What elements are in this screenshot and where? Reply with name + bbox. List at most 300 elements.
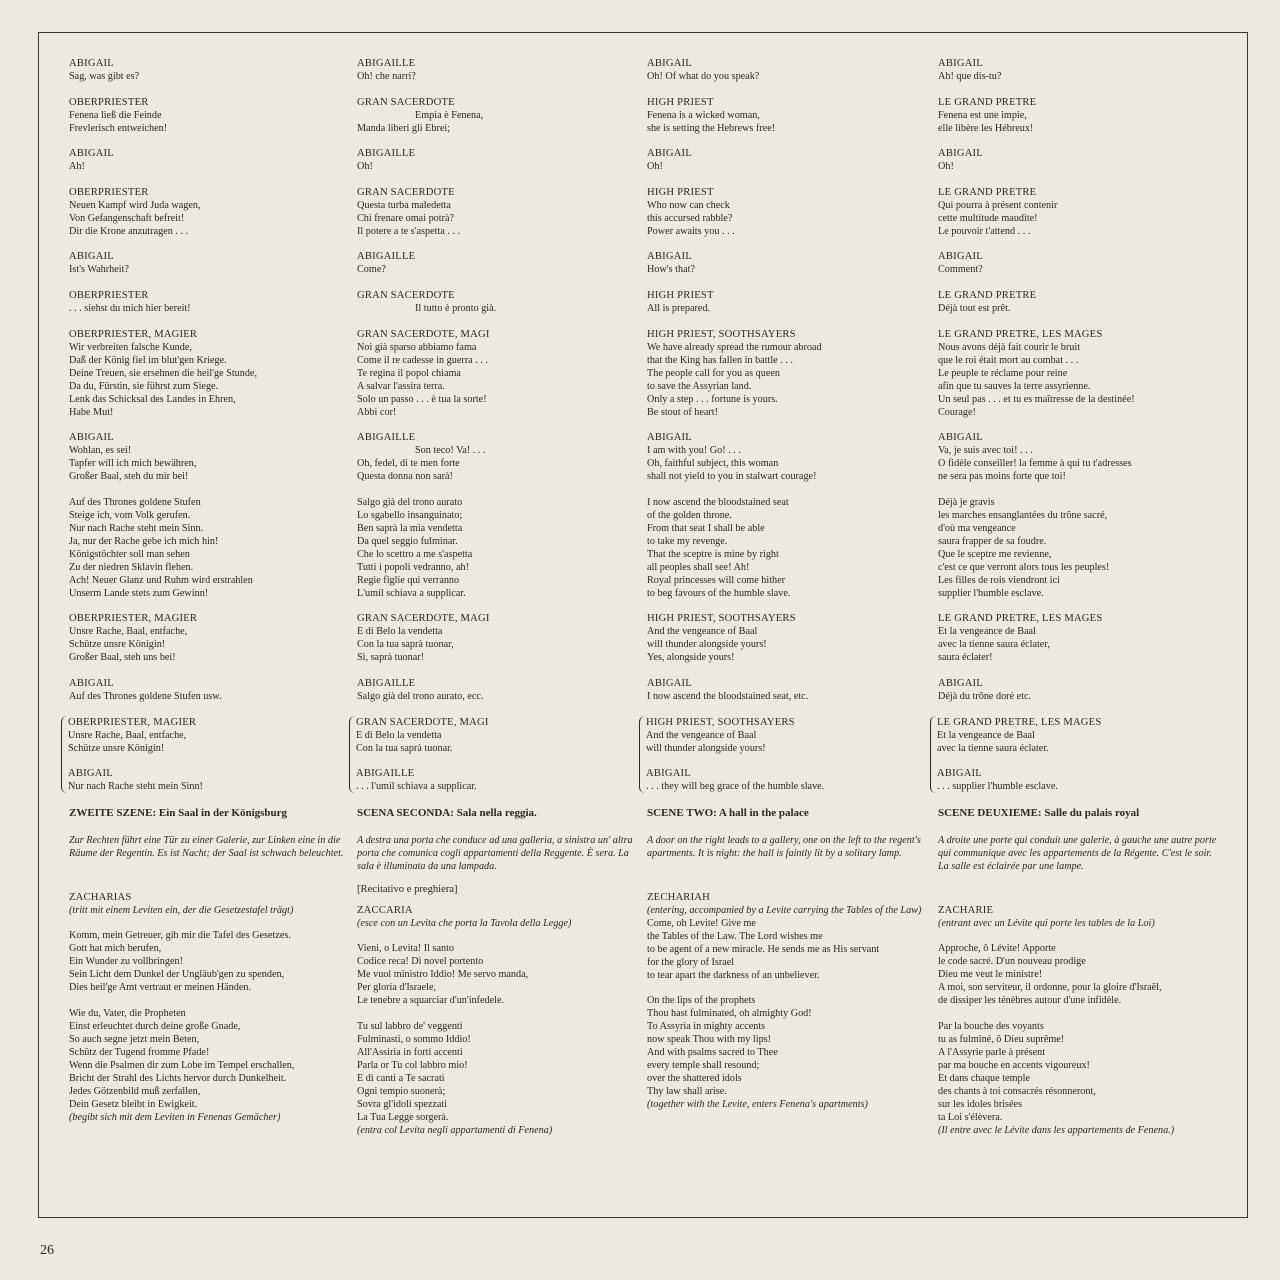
dialogue-block [938, 1020, 1220, 1137]
verse-line: Tutti i popoli vedranno, ah! [357, 561, 469, 573]
speaker-name: LE GRAND PRETRE, LES MAGES [937, 716, 1102, 728]
speaker-name: ABIGAIL [647, 148, 692, 160]
dialogue-block [647, 57, 929, 83]
scene-description: A door on the right leads to a gallery, one on the left to the regent's apartments. It is night: the hall is faintly lit by a solitary lamp. [647, 834, 921, 859]
speaker-name: ABIGAILLE [357, 677, 416, 689]
verse-line: all peoples shall see! Ah! [647, 561, 750, 573]
verse-line: that the King has fallen in battle . . . [647, 354, 793, 366]
verse-line: Unsre Rache, Baal, entfache, [69, 626, 188, 638]
speaker-name: ABIGAIL [69, 58, 114, 69]
verse-line: So auch segne jetzt mein Beten, [69, 1033, 200, 1045]
verse-line: Oh! che narri? [357, 71, 416, 82]
verse-line: Chi frenare omai potrà? [357, 212, 455, 224]
verse-line: Empia è Fenena, [415, 109, 484, 121]
verse-line: she is setting the Hebrews free! [647, 122, 776, 134]
dialogue-block [647, 677, 929, 703]
speaker-name: ABIGAILLE [357, 58, 416, 69]
dialogue-block [357, 942, 639, 1007]
verse-line: Déjà du trône doré etc. [938, 690, 1032, 702]
dialogue-block [647, 994, 929, 1111]
verse-line: Daß der König fiel im blut'gen Kriege. [69, 354, 227, 366]
scene-heading: SCENE TWO: A hall in the palace [647, 806, 809, 819]
libretto-column-german [69, 57, 351, 1136]
dialogue-block [938, 677, 1220, 703]
verse-line: ta Loi s'élèvera. [938, 1111, 1003, 1123]
recitative-spacer [938, 883, 1220, 896]
libretto-column-french [938, 57, 1220, 1149]
stage-direction: (tritt mit einem Leviten ein, der die Gesetzestafel trägt) [69, 904, 294, 916]
dialogue-block [647, 612, 929, 664]
speaker-name: GRAN SACERDOTE, MAGI [356, 716, 489, 728]
verse-line: And with psalms sacred to Thee [647, 1047, 778, 1059]
speaker-name: LE GRAND PRETRE [938, 289, 1037, 301]
verse-line: Fenena est une impie, [938, 109, 1027, 121]
verse-line: the Tables of the Law. The Lord wishes me [647, 930, 823, 942]
verse-line: Che lo scettro a me s'aspetta [357, 548, 473, 560]
verse-line: Steige ich, vom Volk gerufen. [69, 509, 191, 521]
verse-line: Regie figlie qui verranno [357, 574, 460, 586]
dialogue-block [937, 716, 1220, 755]
verse-line: Royal princesses will come hither [647, 574, 786, 586]
verse-line: le code sacré. D'un nouveau prodige [938, 956, 1086, 968]
verse-line: Codice reca! Di novel portento [357, 956, 484, 968]
ensemble-bracket [349, 716, 639, 793]
page-number: 26 [40, 1243, 54, 1258]
dialogue-block [938, 431, 1220, 483]
verse-line: Ja, nur der Rache gebe ich mich hin! [69, 535, 219, 547]
verse-line: to beg favours of the humble slave. [647, 587, 791, 599]
verse-line: Qui pourra à présent contenir [938, 199, 1058, 211]
verse-line: par ma bouche en accents vigoureux! [938, 1059, 1090, 1071]
verse-line: We have already spread the rumour abroad [647, 341, 822, 353]
verse-line: Oh! Of what do you speak? [647, 71, 760, 82]
verse-line: Le pouvoir t'attend . . . [938, 225, 1031, 237]
scene-description: A destra una porta che conduce ad una galleria, a sinistra un' altra porta che comunica cogli appartamenti della Reggente. È sera. La sala è illuminata da una lampada. [357, 834, 633, 872]
verse-line: Sì, saprà tuonar! [357, 652, 425, 664]
verse-line: Zu der niedren Sklavin flehen. [69, 561, 194, 573]
verse-line: Approche, ô Lévite! Apporte [938, 943, 1056, 955]
verse-line: Ach! Neuer Glanz und Ruhm wird erstrahlen [69, 574, 253, 586]
verse-line: Que le sceptre me revienne, [938, 548, 1052, 560]
verse-line: Et dans chaque temple [938, 1072, 1030, 1084]
speaker-name: HIGH PRIEST, SOOTHSAYERS [647, 328, 796, 340]
scene-heading: ZWEITE SZENE: Ein Saal in der Königsburg [69, 806, 288, 819]
dialogue-block [69, 891, 351, 917]
dialogue-block [69, 496, 351, 600]
stage-direction: (esce con un Levita che porta la Tavola della Legge) [357, 917, 572, 929]
verse-line: c'est ce que verront alors tous les peuples! [938, 561, 1110, 573]
verse-line: afin que tu sauves la terre assyrienne. [938, 380, 1091, 392]
verse-line: Wir verbreiten falsche Kunde, [69, 341, 192, 353]
speaker-name: ABIGAILLE [357, 148, 416, 160]
verse-line: d'où ma vengeance [938, 522, 1016, 534]
verse-line: Con la tua saprà tuonar. [356, 742, 453, 754]
verse-line: . . . supplier l'humble esclave. [937, 780, 1058, 792]
verse-line: Lo sgabello insanguinato; [357, 509, 463, 521]
dialogue-block [69, 250, 351, 276]
dialogue-block [69, 431, 351, 483]
dialogue-block [938, 57, 1220, 83]
verse-line: O fidèle conseiller! la femme à qui tu t'adresses [938, 458, 1132, 470]
verse-line: of the golden throne. [647, 509, 732, 521]
speaker-name: OBERPRIESTER [69, 186, 149, 198]
dialogue-block [938, 328, 1220, 419]
verse-line: Come il re cadesse in guerra . . . [357, 354, 488, 366]
verse-line: Parla or Tu col labbro mio! [357, 1059, 468, 1071]
dialogue-block [938, 250, 1220, 276]
dialogue-block [357, 147, 639, 173]
verse-line: to take my revenge. [647, 535, 728, 547]
verse-line: And the vengeance of Baal [647, 626, 758, 638]
speaker-name: HIGH PRIEST, SOOTHSAYERS [646, 716, 795, 728]
stage-direction: (together with the Levite, enters Fenena's apartments) [647, 1099, 868, 1111]
verse-line: now speak Thou with my lips! [647, 1034, 772, 1046]
scene-description: Zur Rechten führt eine Tür zu einer Galerie, zur Linken eine in die Räume der Regentin. Es ist Nacht; der Saal ist schwach beleuchtet. [69, 834, 344, 859]
verse-line: From that seat I shall be able [647, 522, 765, 534]
verse-line: Only a step . . . fortune is yours. [647, 393, 778, 405]
verse-line: On the lips of the prophets [647, 995, 756, 1007]
stage-direction: (Il entre avec le Lévite dans les appartements de Fenena.) [938, 1124, 1175, 1136]
speaker-name: ABIGAIL [647, 58, 692, 69]
verse-line: Come? [357, 264, 386, 276]
dialogue-block [357, 250, 639, 276]
verse-line: Fenena ließ die Feinde [69, 109, 162, 121]
verse-line: Tu sul labbro de' veggenti [357, 1020, 463, 1032]
speaker-name: ABIGAIL [646, 767, 691, 779]
dialogue-block [938, 904, 1220, 930]
verse-line: Dieu me veut le ministre! [938, 969, 1043, 981]
dialogue-block [646, 767, 929, 793]
verse-line: Thy law shall arise. [647, 1086, 727, 1098]
verse-line: saura éclater! [938, 652, 993, 664]
verse-line: And the vengeance of Baal [646, 729, 757, 741]
verse-line: Noi già sparso abbiamo fama [357, 341, 477, 353]
verse-line: Von Gefangenschaft befreit! [69, 212, 185, 224]
verse-line: A l'Assyrie parle à présent [938, 1046, 1046, 1058]
speaker-name: GRAN SACERDOTE [357, 186, 455, 198]
dialogue-block [69, 328, 351, 419]
verse-line: Schütze unsre Königin! [69, 639, 166, 651]
verse-line: for the glory of Israel [647, 956, 735, 968]
dialogue-block [357, 496, 639, 600]
speaker-name: ZACHARIE [938, 904, 994, 916]
verse-line: to be agent of a new miracle. He sends me as His servant [647, 943, 880, 955]
speaker-name: ZACCARIA [357, 904, 413, 916]
verse-line: Sag, was gibt es? [69, 71, 140, 82]
verse-line: de dissiper les ténèbres autour d'une infidèle. [938, 995, 1122, 1007]
dialogue-block [938, 942, 1220, 1007]
speaker-name: ABIGAIL [647, 432, 692, 444]
stage-direction: (begibt sich mit dem Leviten in Fenenas Gemächer) [69, 1111, 281, 1123]
page-frame [38, 32, 1248, 1218]
dialogue-block [69, 96, 351, 135]
stage-direction: (entra col Levita negli appartamenti di Fenena) [357, 1124, 553, 1136]
speaker-name: ABIGAIL [69, 677, 114, 689]
verse-line: Come, oh Levite! Give me [647, 917, 756, 929]
verse-line: Auf des Thrones goldene Stufen usw. [69, 690, 222, 702]
dialogue-block [647, 250, 929, 276]
dialogue-block [647, 147, 929, 173]
dialogue-block [357, 677, 639, 703]
verse-line: All is prepared. [647, 302, 711, 314]
speaker-name: HIGH PRIEST, SOOTHSAYERS [647, 613, 796, 625]
verse-line: Sein Licht dem Dunkel der Ungläub'gen zu spenden, [69, 969, 285, 981]
verse-line: Nur nach Rache steht mein Sinn! [68, 780, 203, 792]
verse-line: Manda liberi gli Ebrei; [357, 122, 451, 134]
verse-line: Ein Wunder zu vollbringen! [69, 956, 183, 968]
dialogue-block [357, 431, 639, 483]
scene-heading: SCENA SECONDA: Sala nella reggia. [357, 806, 537, 819]
verse-line: Who now can check [647, 199, 730, 211]
verse-line: Dein Gesetz bleibt in Ewigkeit. [69, 1098, 198, 1110]
dialogue-block [68, 716, 351, 755]
verse-line: Me vuol ministro Iddio! Me servo manda, [357, 969, 529, 981]
verse-line: Nur nach Rache steht mein Sinn. [69, 522, 204, 534]
verse-line: this accursed rabble? [647, 212, 733, 224]
stage-direction: (entrant avec un Lévite qui porte les tables de la Loi) [938, 917, 1155, 929]
verse-line: Comment? [938, 264, 983, 276]
speaker-name: HIGH PRIEST [647, 289, 714, 301]
speaker-name: ABIGAILLE [357, 251, 416, 263]
verse-line: Per gloria d'Israele, [357, 982, 437, 994]
dialogue-block [646, 716, 929, 755]
speaker-name: GRAN SACERDOTE [357, 96, 455, 108]
verse-line: Wenn die Psalmen dir zum Lobe im Tempel erschallen, [69, 1059, 295, 1071]
verse-line: Schütz der Tugend fromme Pfade! [69, 1046, 210, 1058]
verse-line: elle libère les Hébreux! [938, 122, 1034, 134]
dialogue-block [647, 431, 929, 483]
verse-line: shall not yield to you in stalwart courage! [647, 471, 817, 483]
dialogue-block [356, 716, 639, 755]
dialogue-block [68, 767, 351, 793]
verse-line: How's that? [647, 264, 695, 276]
verse-line: every temple shall resound; [647, 1060, 760, 1072]
speaker-name: OBERPRIESTER, MAGIER [68, 716, 197, 728]
verse-line: Bricht der Strahl des Lichts hervor durch Dunkelheit. [69, 1072, 287, 1084]
verse-line: Le peuple te réclame pour reine [938, 367, 1068, 379]
dialogue-block [647, 186, 929, 238]
dialogue-block [937, 767, 1220, 793]
verse-line: ne sera pas moins forte que toi! [938, 471, 1066, 483]
libretto-column-english [647, 57, 929, 1124]
speaker-name: LE GRAND PRETRE, LES MAGES [938, 328, 1103, 340]
stage-direction: (entering, accompanied by a Levite carrying the Tables of the Law) [647, 904, 922, 916]
verse-line: Dies heil'ge Amt vertraut er meinen Händen. [69, 982, 252, 994]
verse-line: Lenk das Schicksal des Landes in Ehren, [69, 393, 236, 405]
dialogue-block [357, 1020, 639, 1137]
verse-line: Son teco! Va! . . . [415, 445, 486, 457]
verse-line: les marches ensanglantées du trône sacré, [938, 509, 1108, 521]
verse-line: over the shattered idols [647, 1073, 742, 1085]
verse-line: Un seul pas . . . et tu es maîtresse de la destinée! [938, 393, 1135, 405]
dialogue-block [357, 904, 639, 930]
verse-line: Jedes Götzenbild muß zerfallen, [69, 1085, 201, 1097]
verse-line: E di Belo la vendetta [357, 626, 443, 638]
verse-line: Komm, mein Getreuer, gib mir die Tafel des Gesetzes. [69, 930, 291, 942]
verse-line: . . . siehst du mich hier bereit! [69, 302, 191, 314]
verse-line: Oh! [647, 161, 663, 173]
verse-line: Großer Baal, steh du mir bei! [69, 471, 189, 483]
speaker-name: OBERPRIESTER [69, 289, 149, 301]
verse-line: supplier l'humble esclave. [938, 587, 1044, 599]
verse-line: . . . they will beg grace of the humble slave. [646, 780, 825, 792]
speaker-name: OBERPRIESTER, MAGIER [69, 613, 198, 625]
verse-line: Deine Treuen, sie ersehnen die heil'ge Stunde, [69, 367, 257, 379]
dialogue-block [357, 612, 639, 664]
verse-line: Unsre Rache, Baal, entfache, [68, 729, 187, 741]
speaker-name: ABIGAIL [938, 58, 983, 69]
libretto-column-italian [357, 57, 639, 1149]
verse-line: Fenena is a wicked woman, [647, 109, 760, 121]
speaker-name: ABIGAIL [69, 251, 114, 263]
speaker-name: ABIGAIL [69, 432, 114, 444]
verse-line: I now ascend the bloodstained seat, etc. [647, 690, 809, 702]
verse-line: Fulminasti, o sommo Iddio! [357, 1033, 471, 1045]
dialogue-block [938, 289, 1220, 315]
ensemble-bracket [639, 716, 929, 793]
dialogue-block [69, 612, 351, 664]
dialogue-block [357, 186, 639, 238]
verse-line: Déjà tout est prêt. [938, 302, 1011, 314]
verse-line: Frevlerisch entweichen! [69, 122, 168, 134]
verse-line: Salgo già del trono aurato, ecc. [357, 690, 484, 702]
verse-line: Salgo già del trono aurato [357, 496, 463, 508]
dialogue-block [69, 289, 351, 315]
verse-line: Großer Baal, steh uns bei! [69, 652, 176, 664]
speaker-name: ABIGAIL [938, 251, 983, 263]
verse-line: I now ascend the bloodstained seat [647, 496, 789, 508]
speaker-name: GRAN SACERDOTE, MAGI [357, 613, 490, 625]
verse-line: Le tenebre a squarciar d'un'infedele. [357, 995, 505, 1007]
verse-line: L'umil schiava a supplicar. [357, 587, 466, 599]
dialogue-block [357, 96, 639, 135]
ensemble-bracket [930, 716, 1220, 793]
verse-line: Oh, faithful subject, this woman [647, 458, 779, 470]
speaker-name: ABIGAILLE [356, 767, 415, 779]
verse-line: Par la bouche des voyants [938, 1020, 1044, 1032]
verse-line: That the sceptre is mine by right [647, 548, 779, 560]
dialogue-block [647, 328, 929, 419]
speaker-name: GRAN SACERDOTE, MAGI [357, 328, 490, 340]
verse-line: Wie du, Vater, die Propheten [69, 1007, 186, 1019]
verse-line: E di Belo la vendetta [356, 729, 442, 741]
verse-line: A salvar l'assira terra. [357, 380, 445, 392]
dialogue-block [938, 496, 1220, 600]
speaker-name: ABIGAIL [68, 767, 113, 779]
verse-line: to tear apart the darkness of an unbeliever. [647, 969, 820, 981]
verse-line: Con la tua saprà tuonar, [357, 639, 454, 651]
speaker-name: LE GRAND PRETRE, LES MAGES [938, 613, 1103, 625]
verse-line: A moi, son serviteur, il ordonne, pour la gloire d'Israël, [938, 982, 1162, 994]
dialogue-block [69, 57, 351, 83]
verse-line: Neuen Kampf wird Juda wagen, [69, 199, 201, 211]
dialogue-block [356, 767, 639, 793]
recitative-spacer [647, 870, 929, 883]
verse-line: The people call for you as queen [647, 367, 780, 379]
verse-line: I am with you! Go! . . . [647, 445, 741, 457]
verse-line: que le roi était mort au combat . . . [938, 354, 1079, 366]
verse-line: cette multitude maudite! [938, 212, 1038, 224]
ensemble-bracket [61, 716, 351, 793]
verse-line: Tapfer will ich mich bewähren, [69, 458, 197, 470]
dialogue-block [357, 289, 639, 315]
verse-line: . . . l'umil schiava a supplicar. [356, 780, 477, 792]
speaker-name: HIGH PRIEST [647, 96, 714, 108]
verse-line: Königstöchter soll man sehen [69, 548, 190, 560]
verse-line: To Assyria in mighty accents [647, 1021, 766, 1033]
verse-line: Et la vengeance de Baal [938, 626, 1036, 638]
dialogue-block [69, 1007, 351, 1124]
dialogue-block [69, 929, 351, 994]
speaker-name: GRAN SACERDOTE [357, 289, 455, 301]
verse-line: Unserm Lande stets zum Gewinn! [69, 587, 209, 599]
verse-line: Ist's Wahrheit? [69, 264, 129, 276]
dialogue-block [69, 186, 351, 238]
speaker-name: ABIGAIL [69, 148, 114, 160]
speaker-name: ABIGAIL [647, 251, 692, 263]
dialogue-block [938, 612, 1220, 664]
dialogue-block [938, 147, 1220, 173]
speaker-name: HIGH PRIEST [647, 186, 714, 198]
verse-line: La Tua Legge sorgerà. [357, 1111, 449, 1123]
verse-line: Da du, Fürstin, sie führst zum Siege. [69, 380, 219, 392]
verse-line: sur les idoles brisées [938, 1098, 1023, 1110]
verse-line: E di canti a Te sacrati [357, 1072, 445, 1084]
dialogue-block [69, 147, 351, 173]
verse-line: Oh! [357, 161, 373, 173]
verse-line: Sovra gl'idoli spezzati [357, 1098, 448, 1110]
dialogue-block [647, 496, 929, 600]
verse-line: Solo un passo . . . è tua la sorte! [357, 393, 487, 405]
dialogue-block [357, 57, 639, 83]
verse-line: All'Assiria in forti accenti [357, 1046, 463, 1058]
recitative-label: [Recitativo e preghiera] [357, 883, 458, 895]
speaker-name: ZACHARIAS [69, 891, 132, 903]
verse-line: Habe Mut! [69, 406, 114, 418]
verse-line: avec la tienne saura éclater. [937, 742, 1049, 754]
speaker-name: OBERPRIESTER, MAGIER [69, 328, 198, 340]
speaker-name: ABIGAIL [938, 677, 983, 689]
verse-line: des chants à toi consacrés résonneront, [938, 1085, 1096, 1097]
dialogue-block [647, 289, 929, 315]
verse-line: tu as fulminé, ô Dieu suprême! [938, 1033, 1065, 1045]
dialogue-block [938, 96, 1220, 135]
speaker-name: LE GRAND PRETRE [938, 96, 1037, 108]
verse-line: Nous avons déjà fait courir le bruit [938, 341, 1081, 353]
verse-line: Vieni, o Levita! Il santo [357, 943, 454, 955]
verse-line: Il tutto è pronto già. [415, 302, 497, 314]
speaker-name: ABIGAIL [938, 148, 983, 160]
verse-line: will thunder alongside yours! [646, 742, 766, 754]
verse-line: Déjà je gravis [938, 496, 995, 508]
speaker-name: ABIGAILLE [357, 432, 416, 444]
verse-line: Yes, alongside yours! [647, 652, 735, 664]
verse-line: Auf des Thrones goldene Stufen [69, 496, 201, 508]
verse-line: Schütze unsre Königin! [68, 742, 165, 754]
verse-line: Da quel seggio fulminar. [357, 535, 458, 547]
verse-line: Courage! [938, 406, 976, 418]
verse-line: will thunder alongside yours! [647, 639, 767, 651]
verse-line: Ah! que dis-tu? [938, 71, 1002, 82]
verse-line: Ogni tempio suonerà; [357, 1085, 446, 1097]
verse-line: Abbi cor! [357, 406, 397, 418]
verse-line: Power awaits you . . . [647, 225, 735, 237]
speaker-name: OBERPRIESTER [69, 96, 149, 108]
verse-line: Thou hast fulminated, oh almighty God! [647, 1008, 812, 1020]
verse-line: avec la tienne saura éclater, [938, 639, 1050, 651]
speaker-name: ABIGAIL [937, 767, 982, 779]
verse-line: Gott hat mich berufen, [69, 943, 162, 955]
